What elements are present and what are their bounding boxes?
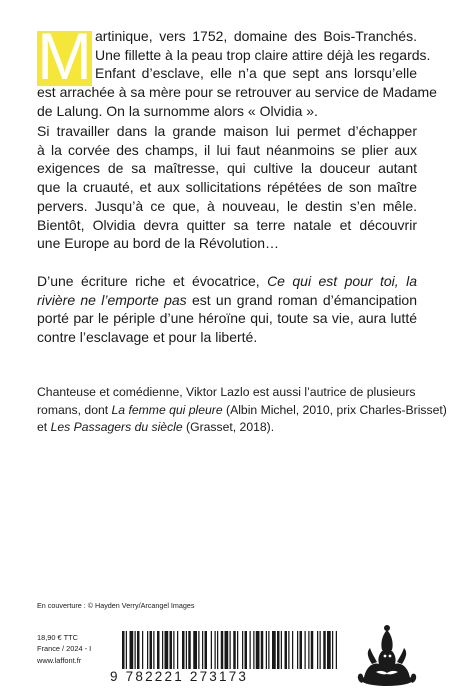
barcode-bar bbox=[162, 631, 163, 669]
barcode-bar bbox=[137, 631, 140, 669]
barcode-bar bbox=[323, 631, 326, 669]
book-title: Ce qui est pour toi, la bbox=[267, 273, 417, 289]
bio-text: (Grasset, 2018). bbox=[182, 420, 275, 434]
bio-text: (Albin Michel, 2010, prix Charles-Brisset) bbox=[222, 402, 447, 417]
description-line: porté par le périple d’une héroïne qui, toute sa vie, aura lutté bbox=[37, 310, 417, 327]
edition-info: France / 2024 - I bbox=[37, 644, 92, 654]
barcode-bar bbox=[153, 631, 154, 669]
description-paragraph-1 bbox=[37, 19, 437, 121]
description-line bbox=[37, 272, 417, 291]
publisher-logo-icon bbox=[352, 620, 422, 690]
isbn-barcode bbox=[110, 631, 344, 687]
barcode-bar bbox=[142, 631, 143, 669]
price-block bbox=[37, 632, 91, 666]
barcode-bar bbox=[215, 631, 216, 669]
description-paragraph-3 bbox=[37, 272, 417, 347]
barcode-bar bbox=[261, 631, 264, 669]
bio-text: et bbox=[37, 420, 51, 434]
barcode-bar bbox=[122, 631, 125, 669]
barcode-bar bbox=[250, 631, 251, 669]
author-bio bbox=[37, 384, 447, 437]
barcode-bar bbox=[300, 631, 303, 669]
barcode-bar bbox=[336, 631, 337, 669]
description-line: de Lalung. On la surnomme alors « Olvidia ». bbox=[37, 102, 318, 119]
description-line: contre l’esclavage et pour la liberté. bbox=[37, 329, 258, 346]
barcode-bar bbox=[233, 631, 236, 669]
barcode-bar bbox=[173, 631, 174, 669]
bio-text: romans, dont bbox=[37, 402, 112, 417]
bio-line bbox=[37, 402, 447, 420]
barcode-bar bbox=[245, 631, 248, 669]
barcode-bar bbox=[256, 631, 260, 669]
barcode-bar bbox=[165, 631, 169, 669]
barcode-bar bbox=[230, 631, 231, 669]
description-line: Si travailler dans la grande maison lui permet d’échapper bbox=[37, 123, 417, 139]
barcode-bar bbox=[253, 631, 254, 669]
barcode-bar bbox=[281, 631, 282, 669]
barcode-bar bbox=[186, 631, 187, 669]
description-line: Une fillette à la peau trop claire attire déjà les regards. bbox=[95, 46, 431, 63]
barcode-bar bbox=[217, 631, 218, 669]
barcode-bar bbox=[188, 631, 191, 669]
description-line: à la corvée des champs, il lui faut néanmoins se plier aux bbox=[37, 141, 417, 158]
barcode-bar bbox=[147, 631, 148, 669]
book-title: rivière ne l’emporte pas bbox=[37, 291, 187, 308]
barcode-bar bbox=[150, 631, 153, 669]
price: 18,90 € TTC bbox=[37, 633, 78, 642]
description-line: artinique, vers 1752, domaine des Bois-Tranchés. bbox=[95, 28, 417, 44]
bio-line: Chanteuse et comédienne, Viktor Lazlo est aussi l’autrice de plusieurs bbox=[37, 385, 416, 399]
barcode-bar bbox=[242, 631, 243, 669]
barcode-bar bbox=[272, 631, 276, 669]
dropcap-letter: M bbox=[37, 19, 92, 93]
barcode-bar bbox=[332, 631, 333, 669]
barcode-bar bbox=[297, 631, 298, 669]
bio-line bbox=[37, 419, 432, 437]
description-line: une Europe au bord de la Révolution… bbox=[37, 235, 280, 252]
description-line: pervers. Jusqu’à ce que, à nouveau, le destin s’en mêle. bbox=[37, 197, 417, 214]
barcode-bar bbox=[327, 631, 331, 669]
barcode-bar bbox=[305, 631, 306, 669]
barcode-bar bbox=[268, 631, 269, 669]
barcode-bar bbox=[182, 631, 185, 669]
barcode-bar bbox=[126, 631, 127, 669]
barcode-bar bbox=[211, 631, 212, 669]
description-text: D’une écriture riche et évocatrice, bbox=[37, 273, 268, 289]
barcode-bar bbox=[277, 631, 280, 669]
barcode-bar bbox=[170, 631, 173, 669]
barcode-bar bbox=[157, 631, 160, 669]
description-line: Bientôt, Olvidia devra quitter sa terre natale et découvrir bbox=[37, 216, 417, 233]
description-line: exigences de sa maîtresse, qui cultive la douceur autant bbox=[37, 160, 417, 177]
description-line: Enfant d’esclave, elle n’a que sept ans lorsqu’elle bbox=[95, 65, 417, 82]
barcode-bar bbox=[285, 631, 288, 669]
isbn-number: 9 782221 273173 bbox=[110, 669, 249, 684]
barcode-bar bbox=[288, 631, 289, 669]
barcode-bar bbox=[221, 631, 224, 669]
barcode-bars bbox=[110, 631, 344, 671]
book-title: La femme qui pleure bbox=[111, 402, 223, 417]
barcode-bar bbox=[202, 631, 203, 669]
barcode-bar bbox=[130, 631, 134, 669]
barcode-bar bbox=[311, 631, 314, 669]
description-line: est arrachée à sa mère pour se retrouver au service de Madame bbox=[37, 84, 437, 101]
barcode-bar bbox=[225, 631, 229, 669]
barcode-bar bbox=[135, 631, 136, 669]
barcode-bar bbox=[317, 631, 318, 669]
barcode-bar bbox=[292, 631, 293, 669]
description-line bbox=[37, 291, 417, 310]
description-text: est un grand roman d’émancipation bbox=[186, 291, 417, 308]
barcode-bar bbox=[308, 631, 309, 669]
barcode-bar bbox=[237, 631, 238, 669]
barcode-bar bbox=[177, 631, 178, 669]
barcode-bar bbox=[193, 631, 197, 669]
book-title: Les Passagers du siècle bbox=[50, 420, 183, 434]
barcode-bar bbox=[205, 631, 208, 669]
publisher-website: www.laffont.fr bbox=[37, 655, 82, 665]
description-paragraph-2 bbox=[37, 122, 417, 253]
barcode-bar bbox=[266, 631, 267, 669]
barcode-bar bbox=[320, 631, 321, 669]
barcode-bar bbox=[198, 631, 199, 669]
cover-credit: En couverture : © Hayden Verry/Arcangel Images bbox=[37, 601, 195, 610]
description-line: que la cruauté, et aux sollicitations répétées de son maître bbox=[37, 179, 417, 196]
